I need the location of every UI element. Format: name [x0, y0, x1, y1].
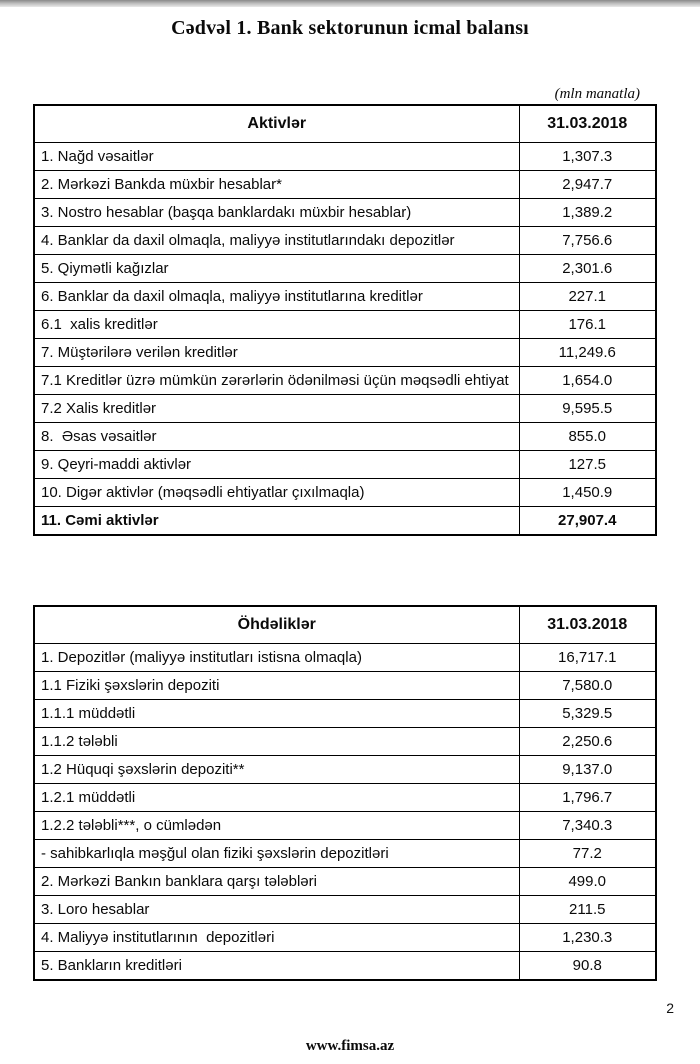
row-value: 1,389.2 [519, 198, 656, 226]
row-value: 499.0 [519, 867, 656, 895]
table-row [34, 226, 656, 254]
row-value: 211.5 [519, 895, 656, 923]
table-row [34, 643, 656, 671]
assets-table [33, 104, 657, 536]
row-value: 127.5 [519, 450, 656, 478]
row-value: 9,595.5 [519, 394, 656, 422]
table-row [34, 142, 656, 170]
row-label: 1.2 Hüquqi şəxslərin depoziti** [34, 755, 519, 783]
row-label: 11. Cəmi aktivlər [34, 506, 519, 535]
liabilities-table-header-row [34, 606, 656, 643]
assets-table-header-row [34, 105, 656, 142]
table-row [34, 282, 656, 310]
unit-note: (mln manatla) [554, 86, 640, 102]
row-value: 855.0 [519, 422, 656, 450]
row-label: 2. Mərkəzi Bankda müxbir hesablar* [34, 170, 519, 198]
row-value: 2,250.6 [519, 727, 656, 755]
row-label: 5. Qiymətli kağızlar [34, 254, 519, 282]
table-row [34, 867, 656, 895]
table-row [34, 366, 656, 394]
table-row [34, 923, 656, 951]
table-row [34, 450, 656, 478]
page-number: 2 [666, 1000, 674, 1016]
row-label: 8. Əsas vəsaitlər [34, 422, 519, 450]
table-row [34, 839, 656, 867]
row-label: 10. Digər aktivlər (məqsədli ehtiyatlar çıxılmaqla) [34, 478, 519, 506]
table-row [34, 338, 656, 366]
row-value: 1,796.7 [519, 783, 656, 811]
row-value: 2,301.6 [519, 254, 656, 282]
footer-url: www.fimsa.az [305, 1038, 395, 1054]
row-value: 7,580.0 [519, 671, 656, 699]
row-value: 5,329.5 [519, 699, 656, 727]
row-value: 176.1 [519, 310, 656, 338]
row-label: 5. Bankların kreditləri [34, 951, 519, 980]
row-label: 1.2.2 tələbli***, o cümlədən [34, 811, 519, 839]
table-row [34, 727, 656, 755]
table-row [34, 811, 656, 839]
table-row [34, 671, 656, 699]
row-value: 7,340.3 [519, 811, 656, 839]
row-label: 1.2.1 müddətli [34, 783, 519, 811]
table-row [34, 506, 656, 535]
row-label: 1. Depozitlər (maliyyə institutları istisna olmaqla) [34, 643, 519, 671]
row-value: 9,137.0 [519, 755, 656, 783]
row-label: 3. Nostro hesablar (başqa banklardakı müxbir hesablar) [34, 198, 519, 226]
assets-table-title-header: Aktivlər [34, 105, 519, 142]
assets-table-date-header: 31.03.2018 [519, 105, 656, 142]
liabilities-table [33, 605, 657, 981]
table-row [34, 170, 656, 198]
row-value: 27,907.4 [519, 506, 656, 535]
liabilities-table-date-header: 31.03.2018 [519, 606, 656, 643]
row-value: 77.2 [519, 839, 656, 867]
row-label: 4. Maliyyə institutlarının depozitləri [34, 923, 519, 951]
row-label: 2. Mərkəzi Bankın banklara qarşı tələbləri [34, 867, 519, 895]
table-row [34, 254, 656, 282]
liabilities-table-title-header: Öhdəliklər [34, 606, 519, 643]
table-row [34, 895, 656, 923]
row-label: 1. Nağd vəsaitlər [34, 142, 519, 170]
row-label: 6. Banklar da daxil olmaqla, maliyyə institutlarına kreditlər [34, 282, 519, 310]
row-value: 1,450.9 [519, 478, 656, 506]
row-label: 1.1.1 müddətli [34, 699, 519, 727]
row-label: 6.1 xalis kreditlər [34, 310, 519, 338]
table-row [34, 422, 656, 450]
row-value: 227.1 [519, 282, 656, 310]
table-row [34, 478, 656, 506]
row-label: 7. Müştərilərə verilən kreditlər [34, 338, 519, 366]
row-value: 16,717.1 [519, 643, 656, 671]
table-row [34, 310, 656, 338]
row-label: 3. Loro hesablar [34, 895, 519, 923]
row-value: 1,307.3 [519, 142, 656, 170]
row-label: 7.1 Kreditlər üzrə mümkün zərərlərin ödənilməsi üçün məqsədli ehtiyat [34, 366, 519, 394]
row-label: 9. Qeyri-maddi aktivlər [34, 450, 519, 478]
table-row [34, 198, 656, 226]
row-label: - sahibkarlıqla məşğul olan fiziki şəxslərin depozitləri [34, 839, 519, 867]
row-label: 4. Banklar da daxil olmaqla, maliyyə institutlarındakı depozitlər [34, 226, 519, 254]
table-row [34, 755, 656, 783]
row-value: 1,654.0 [519, 366, 656, 394]
row-value: 7,756.6 [519, 226, 656, 254]
row-value: 2,947.7 [519, 170, 656, 198]
table-row [34, 783, 656, 811]
row-value: 90.8 [519, 951, 656, 980]
row-label: 1.1 Fiziki şəxslərin depoziti [34, 671, 519, 699]
row-label: 7.2 Xalis kreditlər [34, 394, 519, 422]
row-value: 1,230.3 [519, 923, 656, 951]
page-title: Cədvəl 1. Bank sektorunun icmal balansı [171, 17, 529, 39]
table-row [34, 951, 656, 980]
row-value: 11,249.6 [519, 338, 656, 366]
row-label: 1.1.2 tələbli [34, 727, 519, 755]
table-row [34, 699, 656, 727]
top-scan-bar [0, 0, 700, 7]
table-row [34, 394, 656, 422]
